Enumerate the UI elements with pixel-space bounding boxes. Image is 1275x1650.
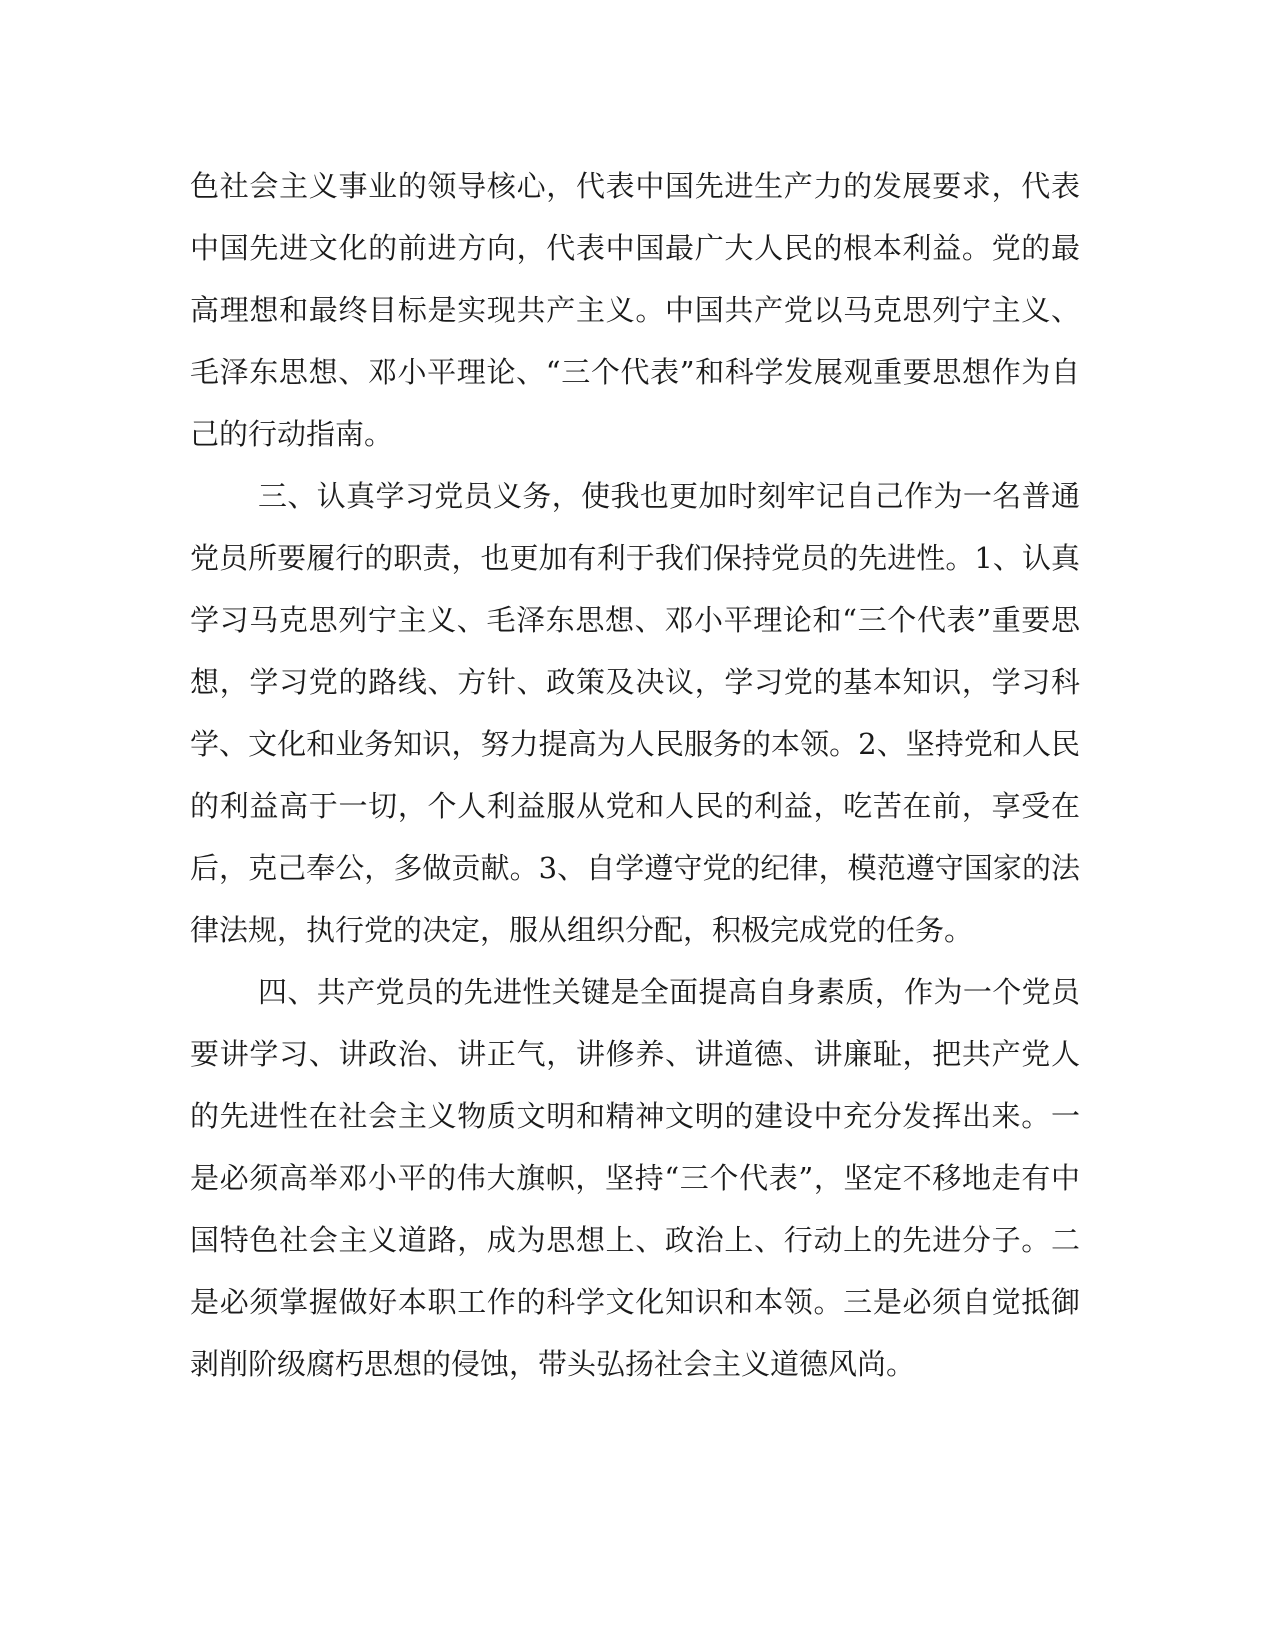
paragraph-line: 的先进性在社会主义物质文明和精神文明的建设中充分发挥出来。一: [190, 1099, 1080, 1133]
paragraph-line: 要讲学习、讲政治、讲正气，讲修养、讲道德、讲廉耻，把共产党人: [190, 1037, 1080, 1071]
paragraph-line: 党员所要履行的职责，也更加有利于我们保持党员的先进性。1、认真: [190, 541, 1080, 575]
paragraph-line: 己的行动指南。: [190, 417, 394, 451]
paragraph-line: 四、共产党员的先进性关键是全面提高自身素质，作为一个党员: [258, 975, 1080, 1009]
paragraph-line: 中国先进文化的前进方向，代表中国最广大人民的根本利益。党的最: [190, 231, 1080, 265]
paragraph-line: 是必须高举邓小平的伟大旗帜，坚持“三个代表”，坚定不移地走有中: [190, 1161, 1080, 1195]
paragraph-line: 毛泽东思想、邓小平理论、“三个代表”和科学发展观重要思想作为自: [190, 355, 1080, 389]
document-body: [190, 155, 1080, 1395]
paragraph-line: 后，克己奉公，多做贡献。3、自学遵守党的纪律，模范遵守国家的法: [190, 851, 1080, 885]
paragraph-line: 学、文化和业务知识，努力提高为人民服务的本领。2、坚持党和人民: [190, 727, 1080, 761]
paragraph-3: [190, 961, 1080, 1395]
paragraph-line: 高理想和最终目标是实现共产主义。中国共产党以马克思列宁主义、: [190, 293, 1080, 327]
paragraph-2: [190, 465, 1080, 961]
paragraph-line: 的利益高于一切，个人利益服从党和人民的利益，吃苦在前，享受在: [190, 789, 1080, 823]
paragraph-line: 想，学习党的路线、方针、政策及决议，学习党的基本知识，学习科: [190, 665, 1080, 699]
paragraph-1: [190, 155, 1080, 465]
paragraph-line: 律法规，执行党的决定，服从组织分配，积极完成党的任务。: [190, 913, 974, 947]
paragraph-line: 三、认真学习党员义务，使我也更加时刻牢记自己作为一名普通: [258, 479, 1080, 513]
paragraph-line: 色社会主义事业的领导核心，代表中国先进生产力的发展要求，代表: [190, 169, 1080, 203]
paragraph-line: 剥削阶级腐朽思想的侵蚀，带头弘扬社会主义道德风尚。: [190, 1347, 916, 1381]
paragraph-line: 国特色社会主义道路，成为思想上、政治上、行动上的先进分子。二: [190, 1223, 1080, 1257]
paragraph-line: 是必须掌握做好本职工作的科学文化知识和本领。三是必须自觉抵御: [190, 1285, 1080, 1319]
paragraph-line: 学习马克思列宁主义、毛泽东思想、邓小平理论和“三个代表”重要思: [190, 603, 1080, 637]
